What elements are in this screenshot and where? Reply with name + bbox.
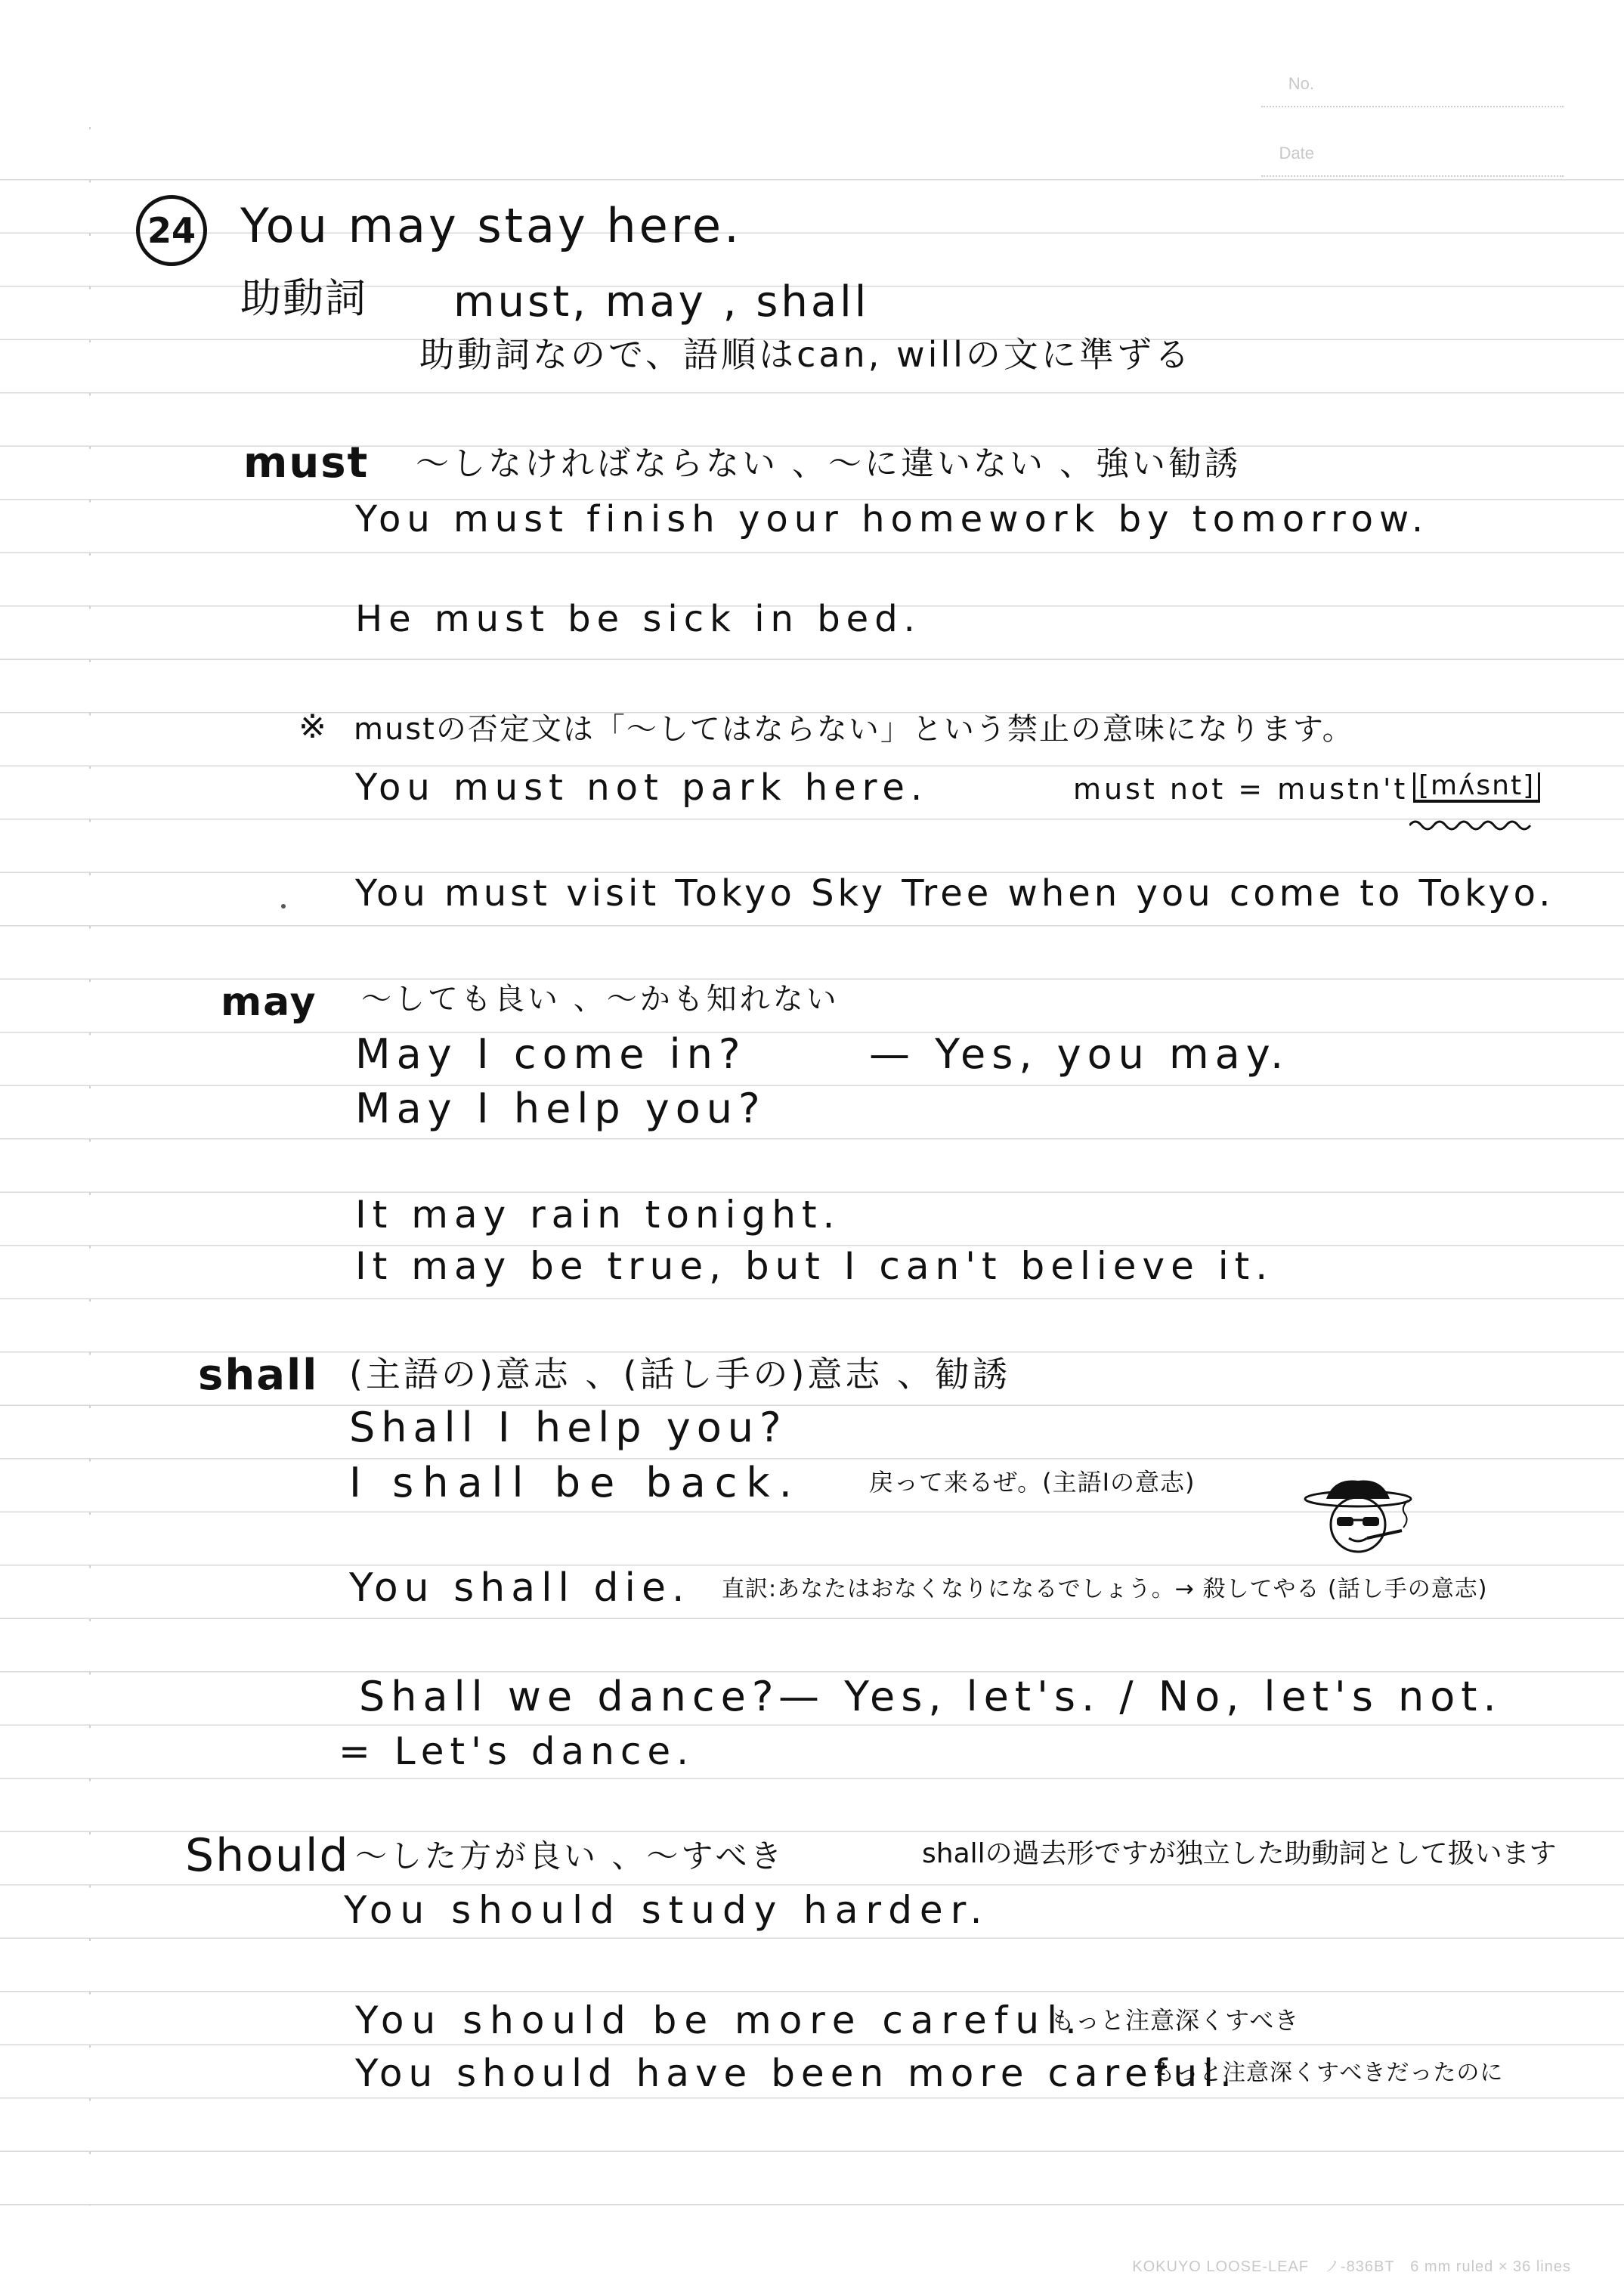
left-margin-dots xyxy=(89,127,91,2206)
shall-example-2-note: 戻って来るぜ。(主語Iの意志) xyxy=(869,1468,1196,1497)
may-example-4: It may be true, but I can't believe it. xyxy=(355,1244,1274,1288)
wavy-underline xyxy=(1409,818,1538,833)
should-example-2: You should be more careful. xyxy=(355,1998,1084,2042)
must-example-1: You must finish your homework by tomorrow. xyxy=(355,498,1430,540)
top-margin xyxy=(0,0,1624,127)
subtitle-en: must, may , shall xyxy=(453,277,870,327)
should-note: shallの過去形ですが独立した助動詞として扱います xyxy=(922,1838,1557,1869)
must-example-4: You must visit Tokyo Sky Tree when you come to Tokyo. xyxy=(355,872,1554,915)
should-example-2-note: もっと注意深くすべき xyxy=(1050,2006,1300,2035)
sunglasses-character-doodle xyxy=(1304,1478,1440,1561)
may-example-1-reply: — Yes, you may. xyxy=(869,1030,1290,1078)
should-meaning: 〜した方が良い 、〜すべき xyxy=(355,1837,785,1875)
date-label: Date xyxy=(1279,144,1314,163)
no-line xyxy=(1261,106,1564,107)
lesson-number: 24 xyxy=(147,210,196,251)
lesson-number-circle xyxy=(136,195,207,266)
should-example-3: You should have been more careful. xyxy=(355,2051,1238,2095)
shall-example-1: Shall I help you? xyxy=(349,1404,787,1451)
may-heading: may xyxy=(221,980,317,1025)
grammar-note: 助動詞なので、語順はcan, willの文に準ずる xyxy=(419,334,1192,375)
must-heading: must xyxy=(243,438,370,488)
shall-example-4: Shall we dance? xyxy=(359,1673,780,1720)
may-example-1: May I come in? xyxy=(355,1030,747,1078)
bottom-margin xyxy=(0,2207,1624,2294)
lesson-title: You may stay here. xyxy=(240,198,742,253)
shall-example-2: I shall be back. xyxy=(349,1459,801,1506)
shall-example-5: = Let's dance. xyxy=(339,1729,695,1773)
note-mark: ※ xyxy=(299,707,329,746)
paper-brand-footer: KOKUYO LOOSE-LEAF ノ-836BT 6 mm ruled × 36 lines xyxy=(1132,2258,1571,2275)
shall-heading: shall xyxy=(198,1351,319,1400)
should-heading: Should xyxy=(185,1829,350,1882)
date-line xyxy=(1261,175,1564,177)
bullet-dot xyxy=(281,904,286,909)
may-example-2: May I help you? xyxy=(355,1085,766,1132)
shall-meaning: (主語の)意志 、(話し手の)意志 、勧誘 xyxy=(349,1354,1011,1395)
shall-example-3-note: 直訳:あなたはおなくなりになるでしょう。→ 殺してやる (話し手の意志) xyxy=(722,1576,1488,1602)
must-meaning: 〜しなければならない 、〜に違いない 、強い勧誘 xyxy=(416,444,1241,483)
no-label: No. xyxy=(1288,74,1314,93)
shall-example-3: You shall die. xyxy=(349,1565,691,1611)
shall-example-4-reply: — Yes, let's. / No, let's not. xyxy=(778,1673,1502,1720)
may-meaning: 〜しても良い 、〜かも知れない xyxy=(361,982,840,1017)
must-example-3: You must not park here. xyxy=(355,766,929,809)
must-example-2: He must be sick in bed. xyxy=(355,598,921,640)
may-example-3: It may rain tonight. xyxy=(355,1193,841,1237)
must-negative-note: mustの否定文は「〜してはならない」という禁止の意味になります。 xyxy=(354,712,1354,747)
subtitle-jp: 助動詞 xyxy=(240,274,367,322)
mustnt-pronunciation: [mʌ́snt] xyxy=(1413,772,1540,803)
mustnt-contraction: must not = mustn't xyxy=(1073,772,1409,806)
should-example-3-note: もっと注意深くすべきだったのに xyxy=(1152,2060,1504,2086)
should-example-1: You should study harder. xyxy=(344,1888,990,1932)
